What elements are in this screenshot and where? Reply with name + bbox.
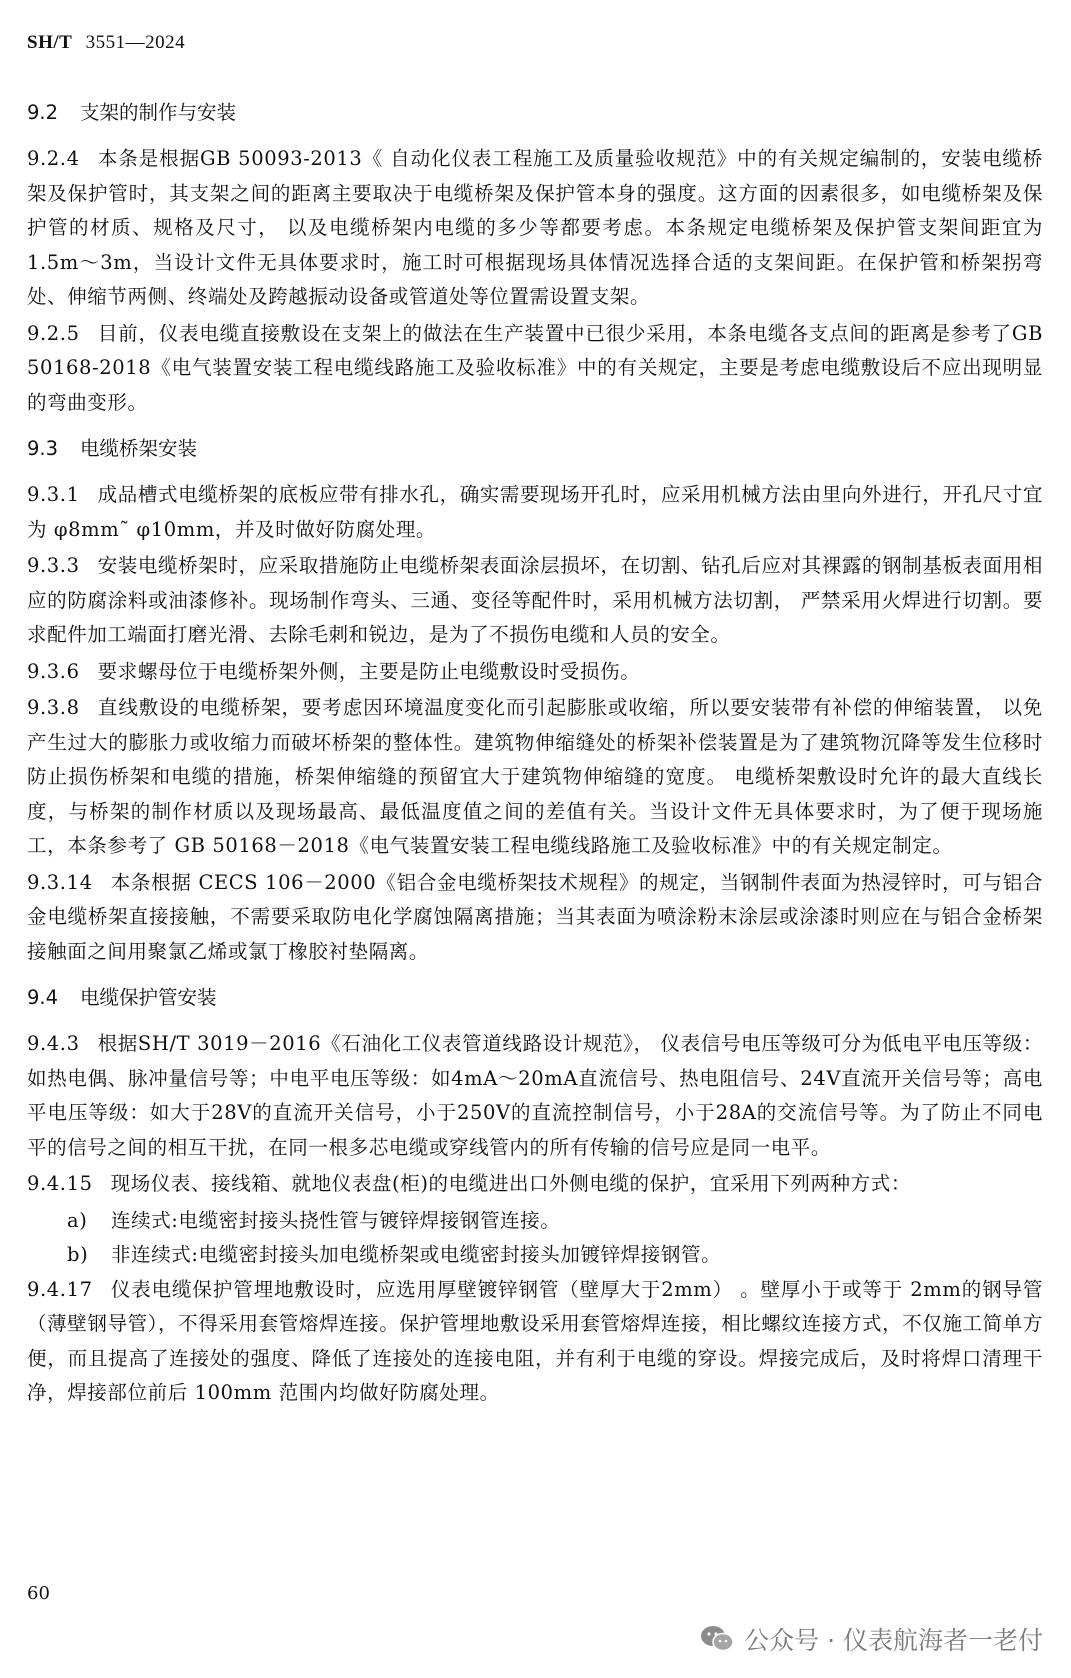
page-number: 60 xyxy=(27,1583,50,1604)
document-page xyxy=(27,0,1043,1678)
list-item-text: 连续式:电缆密封接头挠性管与镀锌焊接钢管连接。 xyxy=(111,1208,561,1232)
list-marker: b) xyxy=(67,1243,89,1266)
section-heading xyxy=(27,96,1043,130)
section-number: 9.2 xyxy=(27,101,59,124)
section-number: 9.4 xyxy=(27,986,59,1009)
clause-paragraph xyxy=(27,866,1043,970)
clause-number: 9.3.6 xyxy=(27,659,80,683)
clause-number: 9.3.14 xyxy=(27,870,93,894)
clause-number: 9.4.17 xyxy=(27,1277,93,1301)
clause-number: 9.2.5 xyxy=(27,321,80,345)
list-item xyxy=(27,1238,1043,1273)
section-title: 支架的制作与安装 xyxy=(80,101,237,124)
section-heading xyxy=(27,981,1043,1015)
clause-text: 本条是根据GB 50093-2013《 自动化仪表工程施工及质量验收规范》中的有关规定编制的，安装电缆桥架及保护管时，其支架之间的距离主要取决于电缆桥架及保护管本身的强度。这方面的因素很多，如电缆桥架及保护管的材质、规格及尺寸， 以及电缆桥架内电缆的多少等都要考虑。本条规定电缆桥架及保护管支架间距宜为1.5m～3m，当设计文件无具体要求时，施工时可根据现场具体情况选择合适的支架间距。在保护管和桥架拐弯处、伸缩节两侧、终端处及跨越振动设备或管道处等位置需设置支架。 xyxy=(27,147,1043,308)
clause-paragraph xyxy=(27,1167,1043,1202)
clause-paragraph xyxy=(27,142,1043,315)
clause-number: 9.3.8 xyxy=(27,696,80,719)
clause-number: 9.4.15 xyxy=(27,1172,93,1195)
list-marker: a) xyxy=(67,1208,88,1232)
clause-text: 直线敷设的电缆桥架，要考虑因环境温度变化而引起膨胀或收缩，所以要安装带有补偿的伸缩装置， 以免产生过大的膨胀力或收缩力而破坏桥架的整体性。建筑物伸缩缝处的桥架补偿装置是为了建筑物沉降等发生位移时防止损伤桥架和电缆的措施，桥架伸缩缝的预留宜大于建筑物伸缩缝的宽度。 电缆桥架敷设时允许的最大直线长度，与桥架的制作材质以及现场最高、最低温度值之间的差值有关。当设计文件无具体要求时，为了便于现场施工，本条参考了 GB 50168－2018《电气装置安装工程电缆线路施工及验收标准》中的有关规定制定。 xyxy=(27,696,1043,857)
clause-paragraph xyxy=(27,478,1043,547)
clause-text: 成品槽式电缆桥架的底板应带有排水孔，确实需要现场开孔时，应采用机械方法由里向外进行，开孔尺寸宜为 φ8mm˜ φ10mm，并及时做好防腐处理。 xyxy=(27,483,1043,541)
list-item-text: 非连续式:电缆密封接头加电缆桥架或电缆密封接头加镀锌焊接钢管。 xyxy=(111,1243,722,1266)
standard-header xyxy=(27,32,185,54)
clause-number: 9.3.3 xyxy=(27,554,80,577)
watermark-text: 公众号 · 仪表航海者一老付 xyxy=(744,1626,1043,1655)
standard-code: SH/T xyxy=(27,32,73,53)
clause-text: 要求螺母位于电缆桥架外侧，主要是防止电缆敷设时受损伤。 xyxy=(97,659,641,683)
standard-number: 3551—2024 xyxy=(85,32,186,53)
clause-number: 9.2.4 xyxy=(27,147,80,170)
document-body xyxy=(27,96,1043,1413)
section-title: 电缆桥架安装 xyxy=(80,437,198,460)
section-title: 电缆保护管安装 xyxy=(80,986,217,1009)
clause-paragraph xyxy=(27,549,1043,653)
section-number: 9.3 xyxy=(27,437,59,460)
clause-paragraph xyxy=(27,317,1043,421)
clause-text: 现场仪表、接线箱、就地仪表盘(柜)的电缆进出口外侧电缆的保护，宜采用下列两种方式： xyxy=(110,1172,911,1195)
clause-text: 安装电缆桥架时，应采取措施防止电缆桥架表面涂层损坏，在切割、钻孔后应对其裸露的钢制基板表面用相应的防腐涂料或油漆修补。现场制作弯头、三通、变径等配件时，采用机械方法切割， 严禁采用火焊进行切割。要求配件加工端面打磨光滑、去除毛刺和锐边，是为了不损伤电缆和人员的安全。 xyxy=(27,554,1043,646)
clause-paragraph xyxy=(27,691,1043,864)
list-item xyxy=(27,1204,1043,1239)
wechat-icon xyxy=(700,1625,734,1653)
clause-text: 目前，仪表电缆直接敷设在支架上的做法在生产装置中已很少采用，本条电缆各支点间的距离是参考了GB 50168-2018《电气装置安装工程电缆线路施工及验收标准》中的有关规定，主要是考虑电缆敷设后不应出现明显的弯曲变形。 xyxy=(27,321,1043,414)
clause-number: 9.3.1 xyxy=(27,483,80,506)
clause-paragraph xyxy=(27,1027,1043,1165)
section-heading xyxy=(27,432,1043,466)
watermark xyxy=(700,1621,1043,1657)
clause-number: 9.4.3 xyxy=(27,1032,80,1055)
clause-text: 根据SH/T 3019－2016《石油化工仪表管道线路设计规范》， 仪表信号电压等级可分为低电平电压等级：如热电偶、脉冲量信号等；中电平电压等级：如4mA～20mA直流信号、热电阻信号、24V直流开关信号等；高电平电压等级：如大于28V的直流开关信号，小于250V的直流控制信号，小于28A的交流信号等。为了防止不同电平的信号之间的相互干扰，在同一根多芯电缆或穿线管内的所有传输的信号应是同一电平。 xyxy=(27,1032,1043,1159)
clause-paragraph xyxy=(27,1273,1043,1411)
clause-text: 仪表电缆保护管埋地敷设时，应选用厚壁镀锌钢管（壁厚大于2mm） 。壁厚小于或等于 2mm的钢导管（薄壁钢导管），不得采用套管熔焊连接。保护管埋地敷设采用套管熔焊连接，相比螺纹连接方式，不仅施工简单方便，而且提高了连接处的强度、降低了连接处的连接电阻，并有利于电缆的穿设。焊接完成后，及时将焊口清理干净，焊接部位前后 100mm 范围内均做好防腐处理。 xyxy=(27,1277,1043,1404)
clause-paragraph xyxy=(27,655,1043,690)
clause-text: 本条根据 CECS 106－2000《铝合金电缆桥架技术规程》的规定，当钢制件表面为热浸锌时，可与铝合金电缆桥架直接接触，不需要采取防电化学腐蚀隔离措施；当其表面为喷涂粉末涂层或涂漆时则应在与铝合金桥架接触面之间用聚氯乙烯或氯丁橡胶衬垫隔离。 xyxy=(27,870,1043,963)
